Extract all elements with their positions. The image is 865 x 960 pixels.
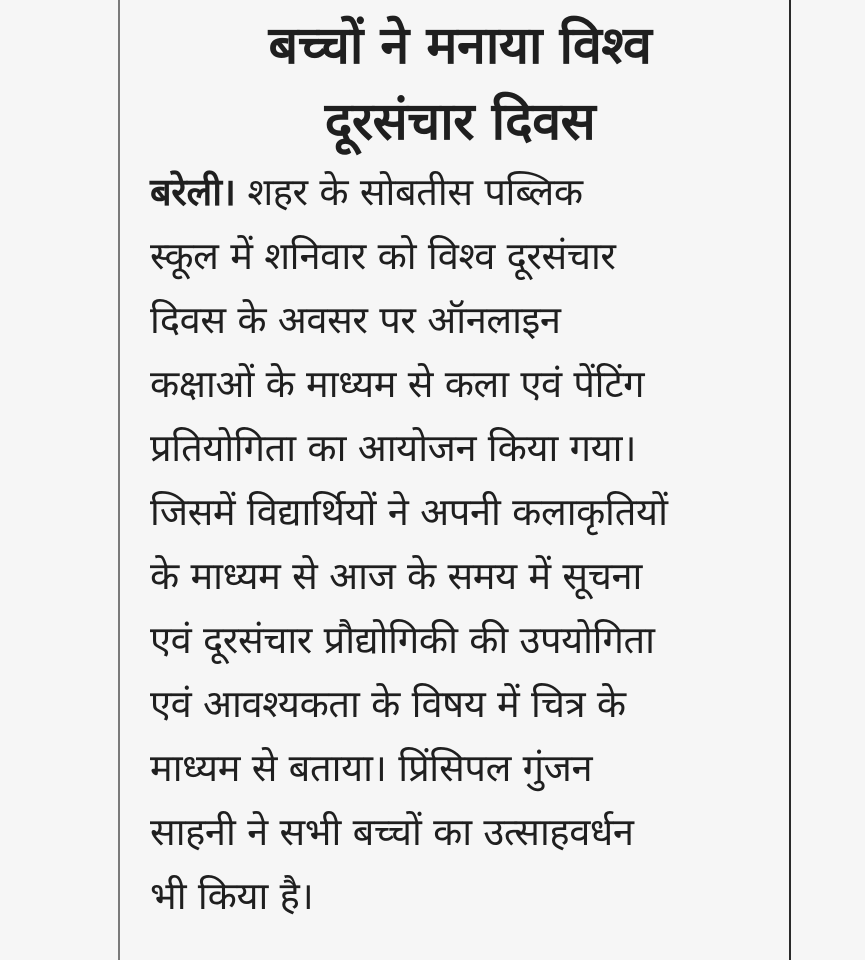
- body-line-7: के माध्यम से आज के समय में सूचना: [150, 554, 642, 598]
- body-line-12: भी किया है।: [150, 874, 314, 918]
- headline-line-2: दूरसंचार दिवस: [324, 92, 596, 152]
- body-line-1-text: शहर के सोबतीस पब्लिक: [235, 170, 583, 214]
- dateline: बरेली।: [150, 170, 236, 214]
- body-line-5: प्रतियोगिता का आयोजन किया गया।: [150, 426, 637, 470]
- body-line-4: कक्षाओं के माध्यम से कला एवं पेंटिंग: [150, 362, 645, 406]
- body-line-10: माध्यम से बताया। प्रिंसिपल गुंजन: [150, 746, 593, 790]
- body-line-9: एवं आवश्यकता के विषय में चित्र के: [150, 682, 626, 726]
- body-line-8: एवं दूरसंचार प्रौद्योगिकी की उपयोगिता: [150, 618, 655, 662]
- left-column-rule: [118, 0, 120, 960]
- news-article: [150, 8, 770, 928]
- right-column-rule: [789, 0, 791, 960]
- body-line-1: [150, 160, 770, 224]
- body-line-6: जिसमें विद्यार्थियों ने अपनी कलाकृतियों: [150, 490, 668, 534]
- body-line-3: दिवस के अवसर पर ऑनलाइन: [150, 298, 561, 342]
- body-line-11: साहनी ने सभी बच्चों का उत्साहवर्धन: [150, 810, 634, 854]
- article-body: [150, 160, 770, 928]
- body-line-2: स्कूल में शनिवार को विश्व दूरसंचार: [150, 234, 616, 278]
- headline-line-1: बच्चों ने मनाया विश्व: [268, 16, 652, 76]
- article-headline: [150, 8, 770, 160]
